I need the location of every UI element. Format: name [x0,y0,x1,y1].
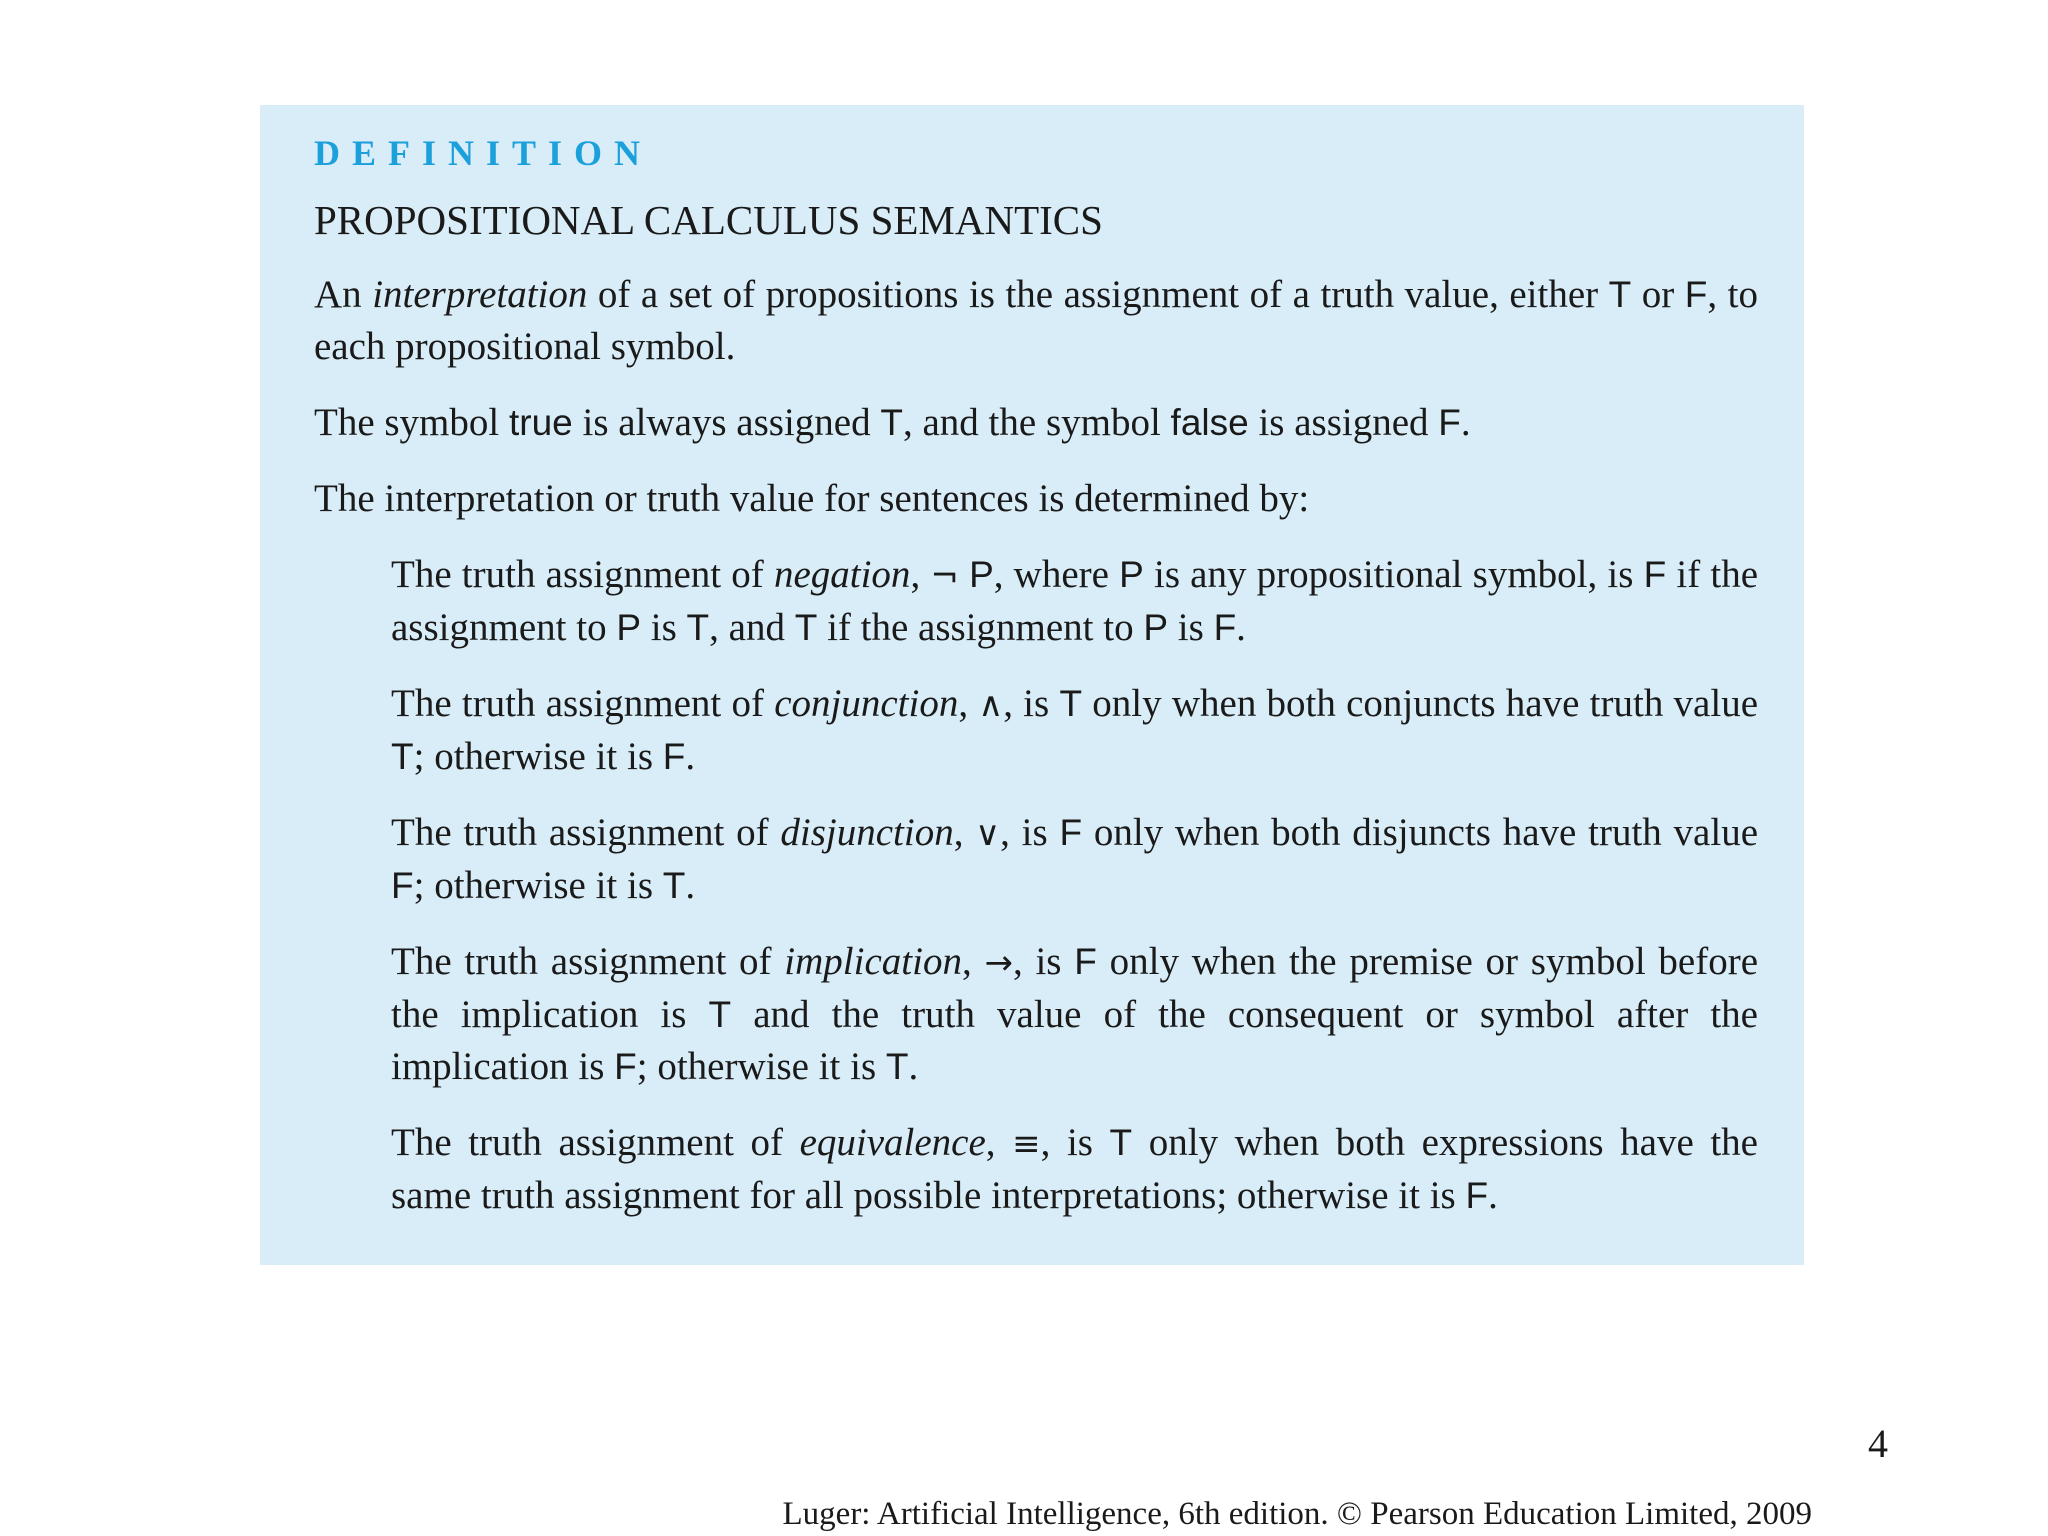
footer-citation: Luger: Artificial Intelligence, 6th edition. © Pearson Education Limited, 2009 [782,1496,1812,1532]
term-conjunction: conjunction [774,682,959,725]
term-equivalence: equivalence [799,1121,986,1164]
definition-title: PROPOSITIONAL CALCULUS SEMANTICS [314,197,1103,243]
term-interpretation: interpretation [372,273,588,316]
page-number: 4 [1868,1421,1888,1466]
definition-box [260,105,1804,1265]
rule-equivalence: The truth assignment of equivalence, ≡, is T only when both expressions have the same truth assignment for all possible interpretations; otherwise it is F. [391,1121,1758,1217]
interpretation-paragraph: An interpretation of a set of propositions is the assignment of a truth value, either T or F, to each propositional symbol. [314,273,1758,368]
rule-implication: The truth assignment of implication, →, is F only when the premise or symbol before the implication is T and the truth value of the consequent or symbol after the implication is F; otherwise it is T. [391,940,1759,1088]
rule-negation: The truth assignment of negation, ¬ P, where P is any propositional symbol, is F if the assignment to P is T, and T if the assignment to P is F. [391,553,1759,649]
rule-disjunction: The truth assignment of disjunction, ∨, is F only when both disjuncts have truth value F; otherwise it is T. [391,811,1759,907]
definition-label: DEFINITION [314,133,653,173]
term-disjunction: disjunction [780,811,954,854]
conjunction-symbol: ∧ [978,685,1004,725]
true-false-paragraph: The symbol true is always assigned T, and the symbol false is assigned F. [314,401,1471,444]
term-negation: negation [773,553,911,596]
determined-by-paragraph: The interpretation or truth value for sentences is determined by: [314,477,1310,520]
term-implication: implication [784,940,962,983]
rule-conjunction: The truth assignment of conjunction, ∧, is T only when both conjuncts have truth value T; otherwise it is F. [391,682,1759,778]
implication-symbol: → [984,943,1013,983]
equivalence-symbol: ≡ [1012,1124,1041,1164]
negation-symbol: ¬ [930,556,959,596]
disjunction-symbol: ∨ [975,814,1001,854]
